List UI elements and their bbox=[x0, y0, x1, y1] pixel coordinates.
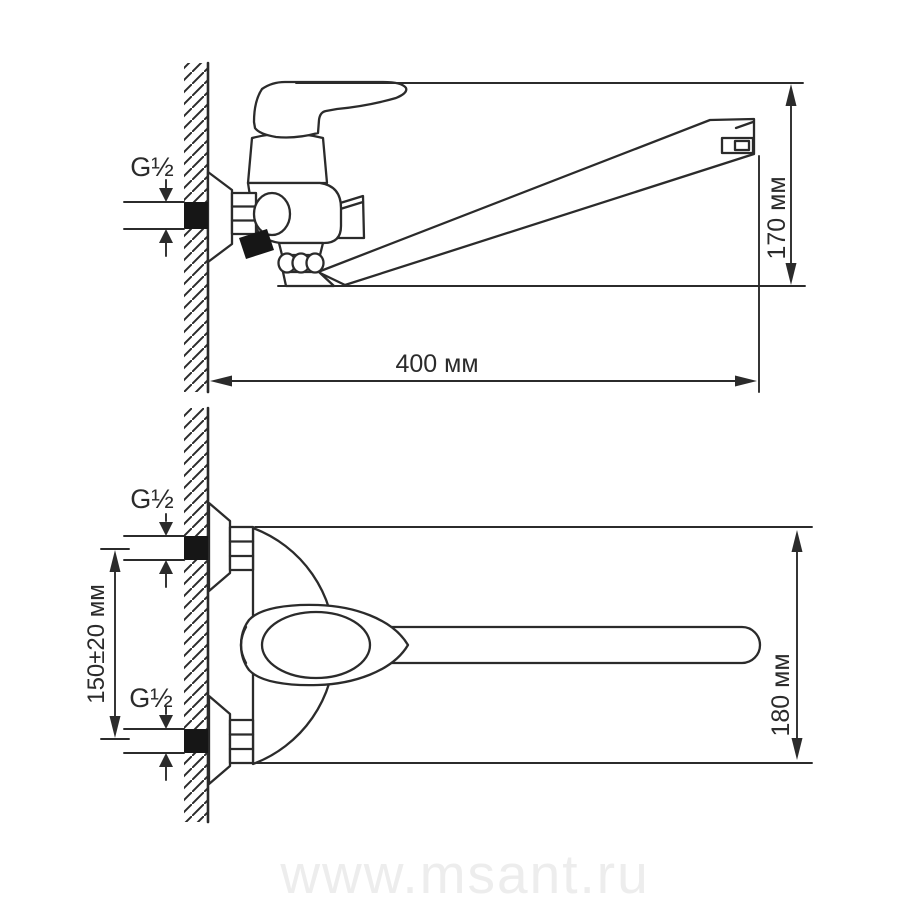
thread-callout-lower bbox=[124, 707, 184, 780]
hex-nut-upper bbox=[230, 527, 253, 570]
escutcheon-lower bbox=[209, 696, 230, 784]
dimension-400 bbox=[210, 376, 757, 387]
wall-connection-upper bbox=[209, 503, 253, 591]
pipe-stub-lower bbox=[184, 729, 208, 753]
arrow-down-icon bbox=[159, 715, 173, 729]
thread-label-lower: G½ bbox=[129, 683, 173, 713]
arrow-down-icon bbox=[786, 263, 797, 285]
spout-plan bbox=[352, 627, 760, 663]
wall-connection-lower bbox=[209, 696, 253, 784]
escutcheon-upper bbox=[209, 503, 230, 591]
arrow-down-icon bbox=[159, 522, 173, 536]
hex-nut-side bbox=[232, 193, 256, 234]
escutcheon-side bbox=[208, 172, 232, 262]
aerator-outlet bbox=[279, 243, 335, 286]
plan-view-drawing bbox=[184, 408, 760, 822]
pipe-stub-side bbox=[184, 202, 208, 229]
handle-lever-side bbox=[254, 82, 406, 138]
joint-ellipse bbox=[254, 193, 290, 235]
arrow-right-icon bbox=[735, 376, 757, 387]
spacing-150-label: 150±20 мм bbox=[83, 584, 110, 704]
thread-label-side: G½ bbox=[130, 152, 174, 182]
length-400-label: 400 мм bbox=[395, 350, 479, 378]
handle-top-surface bbox=[262, 612, 370, 678]
wall-hatch-bottom bbox=[184, 408, 208, 822]
side-view-drawing bbox=[184, 63, 754, 392]
arrow-down-icon bbox=[159, 188, 173, 202]
arrow-down-icon bbox=[110, 716, 121, 738]
arrow-up-icon bbox=[110, 550, 121, 572]
arrow-up-icon bbox=[792, 530, 803, 552]
spout-side bbox=[318, 119, 754, 285]
arrow-up-icon bbox=[786, 84, 797, 106]
thread-callout-upper bbox=[124, 514, 184, 587]
arrow-up-icon bbox=[159, 229, 173, 243]
thread-callout-side bbox=[124, 180, 184, 256]
hex-nut-lower bbox=[230, 720, 253, 763]
arrow-left-icon bbox=[210, 376, 232, 387]
handle-plan bbox=[241, 605, 408, 685]
site-watermark: www.msant.ru bbox=[280, 843, 650, 900]
arrow-up-icon bbox=[159, 560, 173, 574]
depth-180-label: 180 мм bbox=[767, 653, 795, 737]
arrow-up-icon bbox=[159, 753, 173, 767]
thread-label-upper: G½ bbox=[130, 484, 174, 514]
pipe-stub-upper bbox=[184, 536, 208, 560]
arrow-down-icon bbox=[792, 738, 803, 760]
height-170-label: 170 мм bbox=[763, 176, 791, 260]
